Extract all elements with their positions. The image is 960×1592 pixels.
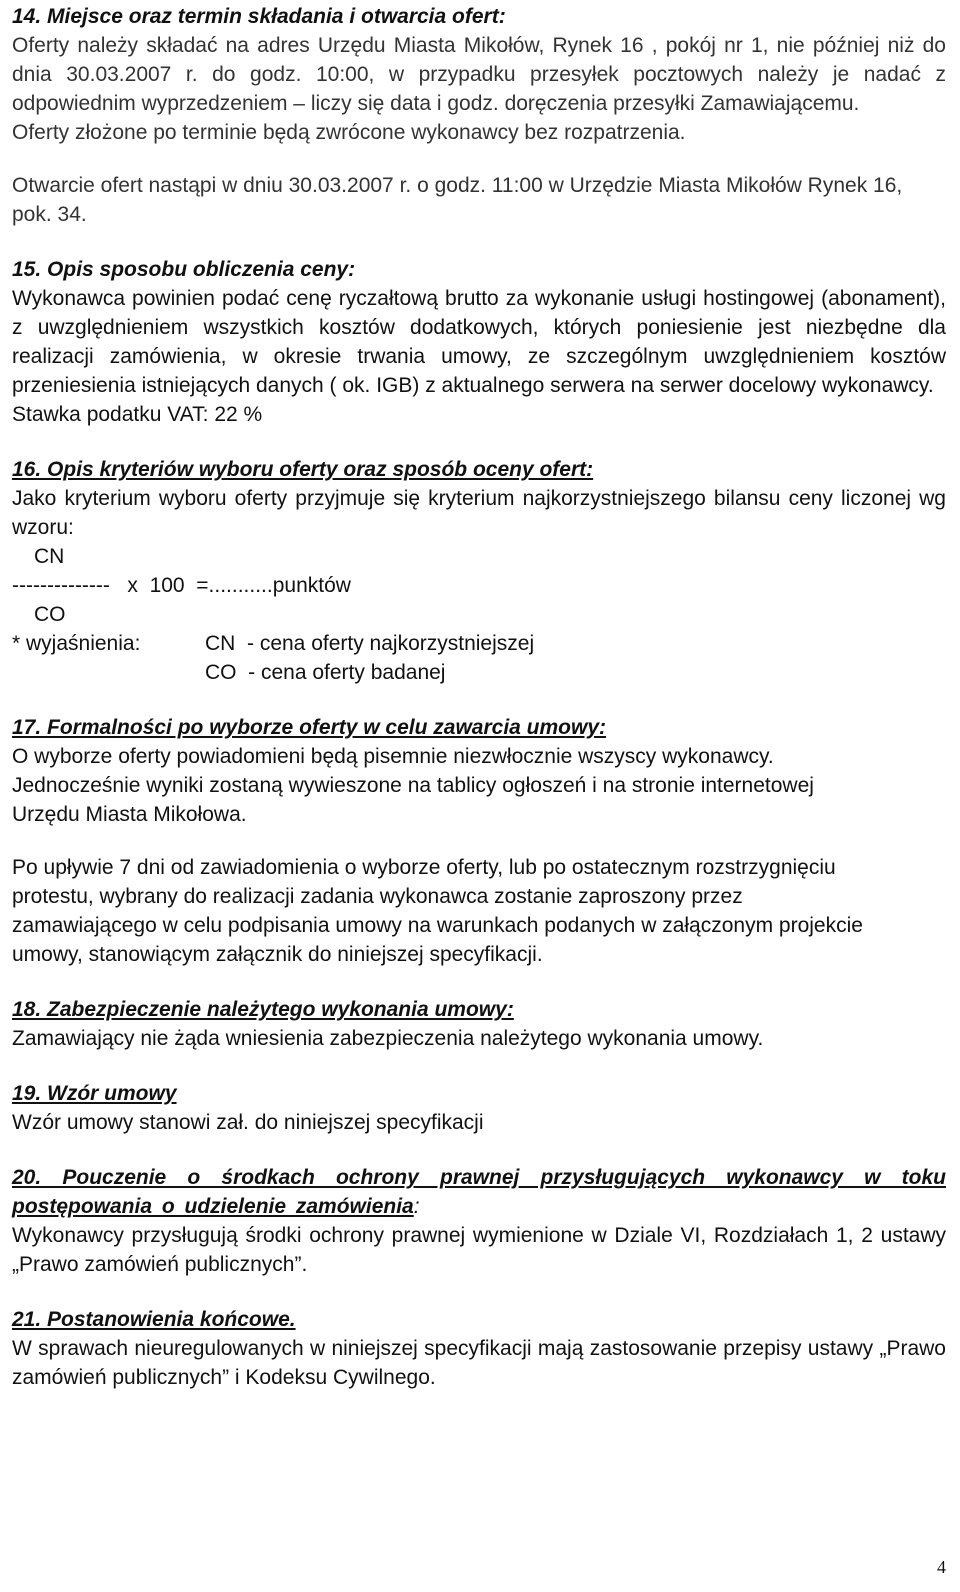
section-19-text: Wzór umowy stanowi zał. do niniejszej specyfikacji bbox=[12, 1111, 484, 1134]
section-21-text: W sprawach nieuregulowanych w niniejszej specyfikacji mają zastosowanie przepisy ustawy „Prawo zamówień publicznych” i Kodeksu Cywilnego. bbox=[12, 1337, 946, 1389]
section-18 bbox=[12, 995, 946, 1053]
section-14-late-offers: Oferty złożone po terminie będą zwrócone wykonawcy bez rozpatrzenia. bbox=[12, 121, 686, 144]
section-16 bbox=[12, 455, 946, 687]
section-18-text: Zamawiający nie żąda wniesienia zabezpieczenia należytego wykonania umowy. bbox=[12, 1027, 764, 1050]
section-20 bbox=[12, 1163, 946, 1279]
explanation-co: CO - cena oferty badanej bbox=[205, 661, 446, 684]
formula-explanations bbox=[12, 629, 946, 687]
explanation-cn: CN - cena oferty najkorzystniejszej bbox=[205, 632, 535, 655]
section-14-text: Oferty należy składać na adres Urzędu Miasta Mikołów, Rynek 16 , pokój nr 1, nie później niż do dnia 30.03.2007 r. do godz. 10:00, w przypadku przesyłek pocztowych należy je nadać z odpowiednim wyprzedzeniem – liczy się data i godz. doręczenia przesyłki Zamawiającemu. bbox=[12, 34, 946, 115]
formula-numerator: CN bbox=[34, 545, 65, 568]
section-15-text: Wykonawca powinien podać cenę ryczałtową brutto za wykonanie usługi hostingowej (abonament), z uwzględnieniem wszystkich kosztów dodatkowych, których poniesienie jest niezbędne dla realizacji zamówienia, w okresie trwania umowy, ze szczególnym uwzględnieniem kosztów przeniesienia istniejących danych ( ok. IGB) z aktualnego serwera na serwer docelowy wykonawcy. bbox=[12, 287, 946, 397]
section-14-heading: 14. Miejsce oraz termin składania i otwarcia ofert: bbox=[12, 5, 506, 28]
section-14 bbox=[12, 2, 946, 229]
section-18-heading: 18. Zabezpieczenie należytego wykonania umowy: bbox=[12, 998, 514, 1021]
page-number: 4 bbox=[937, 1557, 946, 1577]
scoring-formula bbox=[12, 542, 946, 629]
section-15 bbox=[12, 255, 946, 429]
section-17 bbox=[12, 713, 946, 969]
section-16-heading: 16. Opis kryteriów wyboru oferty oraz sposób oceny ofert: bbox=[12, 458, 594, 481]
section-17-heading: 17. Formalności po wyborze oferty w celu zawarcia umowy: bbox=[12, 716, 606, 739]
section-19-heading: 19. Wzór umowy bbox=[12, 1082, 177, 1105]
section-17-publication: Jednocześnie wyniki zostaną wywieszone na tablicy ogłoszeń i na stronie internetowej Urzędu Miasta Mikołowa. bbox=[12, 774, 814, 826]
section-20-text: Wykonawcy przysługują środki ochrony prawnej wymienione w Dziale VI, Rozdziałach 1, 2 ustawy „Prawo zamówień publicznych”. bbox=[12, 1224, 946, 1276]
section-21 bbox=[12, 1305, 946, 1392]
section-20-heading: 20. Pouczenie o środkach ochrony prawnej przysługujących wykonawcy w toku postępowania o udzielenie zamówienia: bbox=[12, 1166, 946, 1218]
section-19 bbox=[12, 1079, 946, 1137]
section-17-contract-invitation: Po upływie 7 dni od zawiadomienia o wyborze oferty, lub po ostatecznym rozstrzygnięciu protestu, wybrany do realizacji zadania wykonawca zostanie zaproszony przez zamawiającego w celu podpisania umowy na warunkach podanych w załączonym projekcie umowy, stanowiącym załącznik do niniejszej specyfikacji. bbox=[12, 856, 863, 966]
vat-rate: Stawka podatku VAT: 22 % bbox=[12, 403, 263, 426]
section-21-heading: 21. Postanowienia końcowe. bbox=[12, 1308, 296, 1331]
section-15-heading: 15. Opis sposobu obliczenia ceny: bbox=[12, 258, 356, 281]
explanations-label: * wyjaśnienia: bbox=[12, 632, 141, 655]
formula-fraction-line: -------------- x 100 =...........punktów bbox=[12, 574, 351, 597]
section-14-opening: Otwarcie ofert nastąpi w dniu 30.03.2007 r. o godz. 11:00 w Urzędzie Miasta Mikołów Rynek 16, pok. 34. bbox=[12, 174, 903, 226]
section-16-text: Jako kryterium wyboru oferty przyjmuje się kryterium najkorzystniejszego bilansu ceny liczonej wg wzoru: bbox=[12, 487, 946, 539]
formula-denominator: CO bbox=[34, 603, 66, 626]
section-17-notification: O wyborze oferty powiadomieni będą pisemnie niezwłocznie wszyscy wykonawcy. bbox=[12, 745, 774, 768]
